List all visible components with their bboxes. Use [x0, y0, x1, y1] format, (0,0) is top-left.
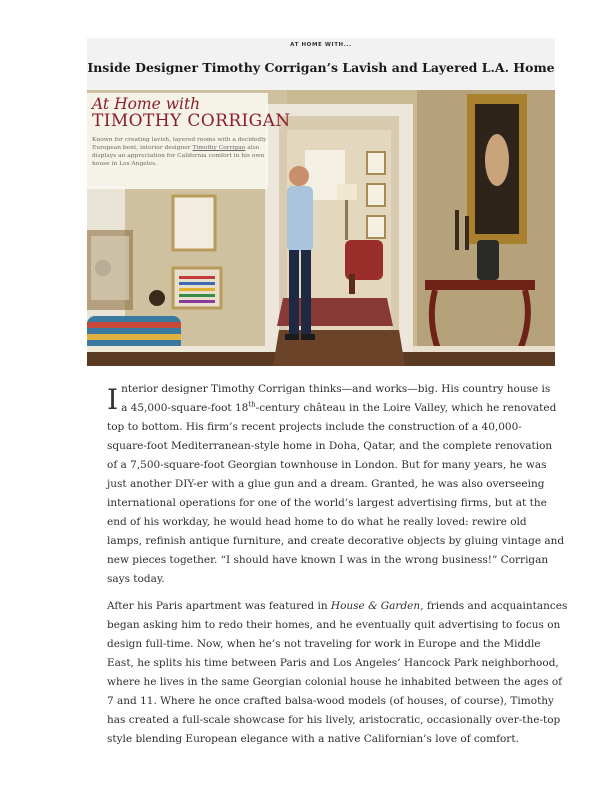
body-line: says today.: [107, 573, 165, 585]
body-line: where he lives in the same Georgian colonial house he inhabited between the ages of: [107, 676, 563, 688]
body-text: a 45,000-square-foot 18: [121, 402, 249, 414]
article-headline: Inside Designer Timothy Corrigan’s Lavish and Layered L.A. Home: [87, 60, 555, 75]
article-body: [107, 380, 568, 749]
paragraph-2: [107, 597, 568, 749]
body-line: East, he splits his time between Paris and Los Angeles’ Hancock Park neighborhood,: [107, 657, 559, 669]
body-text: After his Paris apartment was featured in: [107, 600, 331, 612]
article-header: [87, 38, 555, 90]
dek-line: displays an appreciation for California comfort in his own: [92, 153, 265, 159]
body-line: new pieces together. “I should have known I was in the wrong business!” Corrigan: [107, 554, 549, 566]
body-line: lamps, refinish antique furniture, and create decorative objects by gluing vintage and: [107, 535, 565, 547]
body-line: style blending European elegance with a native Californian’s love of comfort.: [107, 733, 519, 745]
designer-link[interactable]: Timothy Corrigan: [192, 145, 246, 151]
body-line: just another DIY-er with a glue gun and a dream. Granted, he was also overseeing: [107, 478, 545, 490]
body-line: square-foot Mediterranean-style home in Doha, Qatar, and the complete renovation: [107, 440, 553, 452]
overlay-title-line2: TIMOTHY CORRIGAN: [92, 111, 291, 131]
body-line: top to bottom. His firm’s recent projects include the construction of a 40,000-: [107, 421, 522, 433]
dek-line: house in Los Angeles.: [92, 161, 157, 167]
dek-line: Known for creating lavish, layered rooms with a decidedly: [92, 137, 267, 143]
ordinal-suffix: th: [248, 400, 256, 409]
body-line: of a 7,500-square-foot Georgian townhouse in London. But for many years, he was: [107, 459, 547, 471]
drop-cap: I: [107, 383, 119, 416]
dek-line: European bent, interior designer: [92, 145, 193, 151]
body-line: began asking him to redo their homes, and he eventually quit advertising to focus on: [107, 619, 561, 631]
overlay-title-line1: At Home with: [92, 95, 201, 113]
magazine-title: House & Garden,: [330, 600, 424, 612]
body-line: design full-time. Now, when he’s not traveling for work in Europe and the Middle: [107, 638, 541, 650]
body-line: international operations for one of the world’s largest advertising firms, but at the: [107, 497, 547, 509]
body-line: has created a full-scale showcase for his lively, aristocratic, occasionally over-the-top: [107, 714, 561, 726]
body-text: -century château in the Loire Valley, which he renovated: [255, 402, 557, 414]
body-line: [107, 597, 568, 616]
dek-line: also: [245, 145, 260, 151]
body-line: end of his workday, he would head home to do what he really loved: rewire old: [107, 516, 527, 528]
paragraph-1: [107, 380, 565, 589]
body-line: [107, 399, 557, 418]
section-kicker: AT HOME WITH...: [290, 42, 352, 48]
overlay-dek: [92, 136, 268, 168]
body-text: friends and acquaintances: [423, 600, 568, 612]
body-line: nterior designer Timothy Corrigan thinks—and works—big. His country house is: [121, 383, 551, 395]
body-line: 7 and 11. Where he once crafted balsa-wood models (of houses, of course), Timothy: [107, 695, 554, 707]
title-overlay: [87, 93, 291, 189]
